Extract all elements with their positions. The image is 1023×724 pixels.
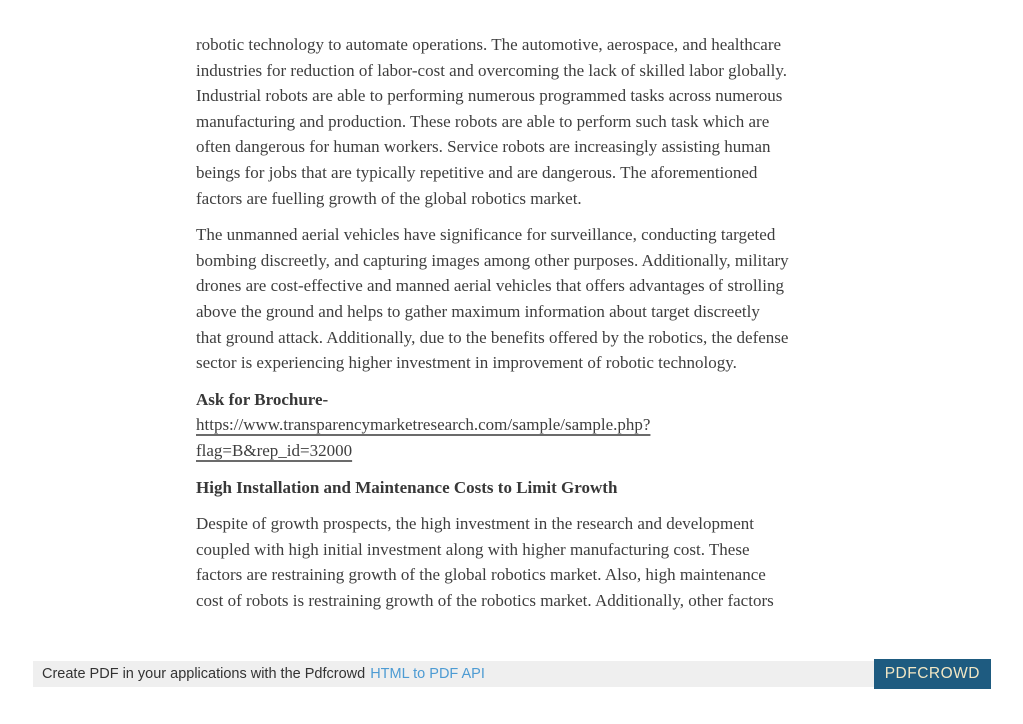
text-line: that ground attack. Additionally, due to the benefits offered by the robotics, the defense [196, 327, 789, 347]
text-line: factors are restraining growth of the global robotics market. Also, high maintenance [196, 565, 766, 585]
text-line: beings for jobs that are typically repetitive and are dangerous. The aforementioned [196, 162, 758, 182]
sample-report-link[interactable] [196, 412, 848, 463]
brochure-label: Ask for Brochure- [196, 389, 329, 409]
text-line: coupled with high initial investment along with higher manufacturing cost. These [196, 539, 750, 559]
text-line: industries for reduction of labor-cost and overcoming the lack of skilled labor globally. [196, 60, 788, 80]
footer-message: Create PDF in your applications with the Pdfcrowd [42, 666, 366, 682]
pdfcrowd-button[interactable]: PDFCROWD [874, 659, 991, 689]
text-line: cost of robots is restraining growth of the robotics market. Additionally, other factors [196, 590, 774, 610]
text-line: robotic technology to automate operations. The automotive, aerospace, and healthcare [196, 35, 782, 54]
text-line: sector is experiencing higher investment in improvement of robotic technology. [196, 353, 737, 373]
link-line: flag=B&rep_id=32000 [196, 440, 353, 460]
text-line: above the ground and helps to gather maximum information about target discreetly [196, 301, 760, 321]
brochure-block [196, 387, 848, 464]
article [196, 32, 848, 624]
text-line: drones are cost-effective and manned aerial vehicles that offers advantages of strolling [196, 276, 784, 296]
text-line: often dangerous for human workers. Service robots are increasingly assisting human [196, 137, 771, 157]
text-line: Despite of growth prospects, the high investment in the research and development [196, 514, 755, 534]
paragraph [196, 32, 848, 211]
heading-line: High Installation and Maintenance Costs to Limit Growth [196, 477, 618, 497]
pdfcrowd-footer-bar [33, 661, 991, 687]
paragraph [196, 511, 848, 613]
paragraph [196, 222, 848, 376]
text-line: The unmanned aerial vehicles have significance for surveillance, conducting targeted [196, 225, 776, 245]
section-heading [196, 475, 848, 501]
text-line: bombing discreetly, and capturing images among other purposes. Additionally, military [196, 250, 789, 270]
html-to-pdf-api-link[interactable]: HTML to PDF API [370, 666, 485, 682]
link-line: https://www.transparencymarketresearch.com/sample/sample.php? [196, 415, 651, 435]
text-line: manufacturing and production. These robots are able to perform such task which are [196, 111, 770, 131]
text-line: Industrial robots are able to performing numerous programmed tasks across numerous [196, 86, 783, 106]
text-line: factors are fuelling growth of the global robotics market. [196, 188, 582, 208]
